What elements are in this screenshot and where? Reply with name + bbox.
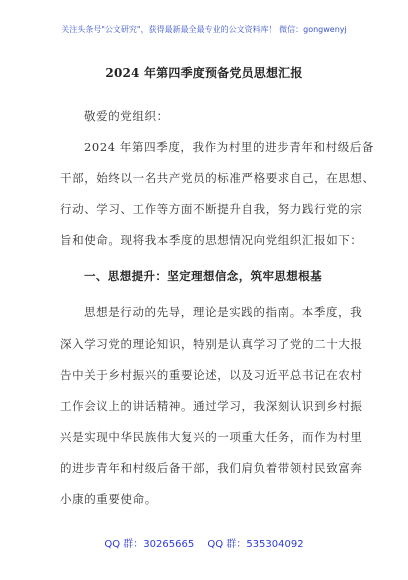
footer-qq-group-2[interactable]: QQ 群：535304092 — [207, 539, 304, 550]
section-line: 深入学习党的理论知识，特别是认真学习了党的二十大报 — [60, 337, 363, 351]
document-title: 2024 年第四季度预备党员思想汇报 — [105, 66, 303, 80]
footer-qq-group-1[interactable]: QQ 群：30265665 — [104, 539, 195, 550]
section-line: 的进步青年和村级后备干部，我们肩负着带领村民致富奔 — [60, 461, 363, 475]
intro-line: 行动、学习、工作等方面不断提升自我，努力践行党的宗 — [60, 202, 363, 216]
section-line: 小康的重要使命。 — [60, 492, 157, 506]
intro-line: 干部，始终以一名共产党员的标准严格要求自己，在思想、 — [60, 171, 375, 185]
section-line: 兴是实现中华民族伟大复兴的一项重大任务，而作为村里 — [60, 430, 363, 444]
section-line: 告中关于乡村振兴的重要论述，以及习近平总书记在农村 — [60, 368, 363, 382]
footer-contacts — [0, 535, 408, 550]
section-line: 工作会议上的讲话精神。通过学习，我深刻认识到乡村振 — [60, 399, 363, 413]
intro-line: 2024 年第四季度，我作为村里的进步青年和村级后备 — [84, 140, 375, 154]
salutation: 敬爱的党组织： — [84, 109, 169, 123]
intro-line: 旨和使命。现将我本季度的思想情况向党组织汇报如下： — [60, 233, 363, 247]
section-heading: 一、思想提升：坚定理想信念，筑牢思想根基 — [84, 269, 322, 283]
section-line: 思想是行动的先导，理论是实践的指南。本季度，我 — [84, 305, 363, 319]
header-banner[interactable]: 关注头条号"公文研究"，获得最新最全最专业的公文资料库！ 微信：gongwenyj — [61, 25, 347, 34]
